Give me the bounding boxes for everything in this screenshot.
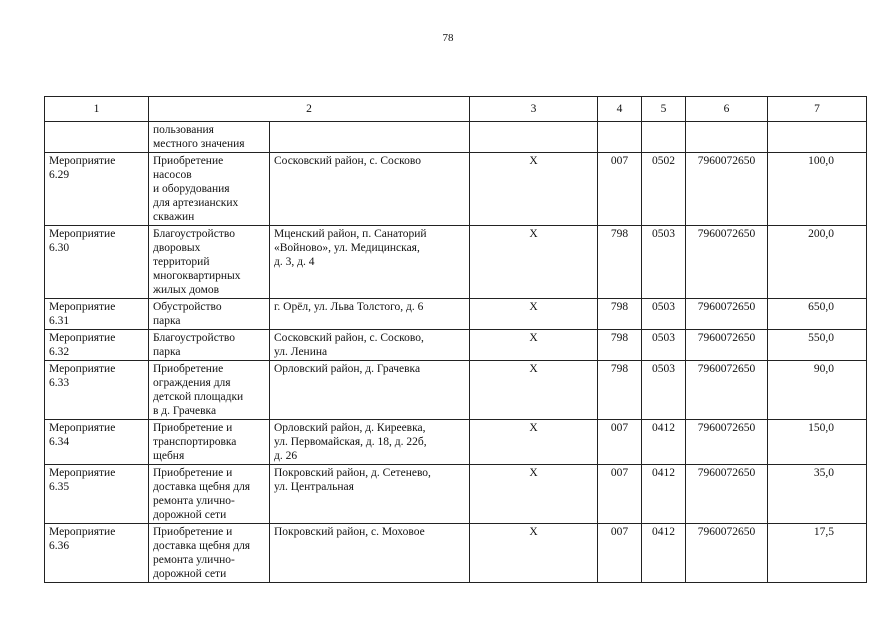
table-row [45,420,867,465]
row-mark: X [470,299,598,330]
row-code1: 798 [598,226,642,299]
row-mark: X [470,361,598,420]
row-mark: X [470,524,598,583]
continuation-row [45,122,867,153]
row-code3: 7960072650 [686,361,768,420]
row-location: Орловский район, д. Грачевка [270,361,470,420]
row-description: Благоустройство дворовых территорий многоквартирных жилых домов [149,226,270,299]
row-description: Приобретение и транспортировка щебня [149,420,270,465]
row-id: Мероприятие 6.34 [45,420,149,465]
row-location: Сосковский район, с. Сосково, ул. Ленина [270,330,470,361]
row-id: Мероприятие 6.36 [45,524,149,583]
row-code3: 7960072650 [686,226,768,299]
row-code1: 007 [598,465,642,524]
header-col-7: 7 [768,97,867,122]
row-code2: 0502 [642,153,686,226]
row-location: Сосковский район, с. Сосково [270,153,470,226]
table-row [45,299,867,330]
row-location: Покровский район, д. Сетенево, ул. Центральная [270,465,470,524]
row-code1: 798 [598,330,642,361]
row-mark: X [470,330,598,361]
row-code2: 0503 [642,361,686,420]
row-code3: 7960072650 [686,153,768,226]
header-col-3: 3 [470,97,598,122]
row-code3: 7960072650 [686,524,768,583]
table-row [45,465,867,524]
row-id: Мероприятие 6.30 [45,226,149,299]
table-row [45,153,867,226]
page-number: 78 [442,32,454,44]
row-code1: 007 [598,153,642,226]
row-description: Приобретение ограждения для детской площадки в д. Грачевка [149,361,270,420]
row-mark: X [470,465,598,524]
row-code2: 0503 [642,330,686,361]
row-code2: 0412 [642,524,686,583]
row-code1: 007 [598,524,642,583]
row-code2: 0503 [642,299,686,330]
row-mark: X [470,420,598,465]
row-description: Обустройство парка [149,299,270,330]
row-description: Приобретение и доставка щебня для ремонта улично- дорожной сети [149,524,270,583]
row-code3: 7960072650 [686,420,768,465]
row-amount: 17,5 [768,524,867,583]
row-description: Приобретение насосов и оборудования для артезианских скважин [149,153,270,226]
row-mark: X [470,226,598,299]
row-location: г. Орёл, ул. Льва Толстого, д. 6 [270,299,470,330]
table-row [45,226,867,299]
row-id: Мероприятие 6.33 [45,361,149,420]
row-id: Мероприятие 6.35 [45,465,149,524]
row-amount: 550,0 [768,330,867,361]
row-code2: 0412 [642,465,686,524]
row-mark: X [470,153,598,226]
row-code1: 007 [598,420,642,465]
header-col-2: 2 [149,97,470,122]
row-location: Покровский район, с. Моховое [270,524,470,583]
row-location: Орловский район, д. Киреевка, ул. Первомайская, д. 18, д. 22б, д. 26 [270,420,470,465]
row-amount: 90,0 [768,361,867,420]
row-code3: 7960072650 [686,465,768,524]
row-code3: 7960072650 [686,330,768,361]
header-col-4: 4 [598,97,642,122]
table-row [45,330,867,361]
row-description: Благоустройство парка [149,330,270,361]
row-id: Мероприятие 6.31 [45,299,149,330]
header-row [45,97,867,122]
row-amount: 150,0 [768,420,867,465]
header-col-1: 1 [45,97,149,122]
row-location: Мценский район, п. Санаторий «Войново», ул. Медицинская, д. 3, д. 4 [270,226,470,299]
row-amount: 100,0 [768,153,867,226]
row-id: Мероприятие 6.29 [45,153,149,226]
table-row [45,361,867,420]
row-code3: 7960072650 [686,299,768,330]
row-description: Приобретение и доставка щебня для ремонта улично- дорожной сети [149,465,270,524]
row-code2: 0412 [642,420,686,465]
program-table [44,96,867,583]
row-id: Мероприятие 6.32 [45,330,149,361]
row-amount: 200,0 [768,226,867,299]
row-code1: 798 [598,361,642,420]
continuation-description: пользования местного значения [149,122,270,153]
header-col-5: 5 [642,97,686,122]
row-code1: 798 [598,299,642,330]
row-amount: 35,0 [768,465,867,524]
table-row [45,524,867,583]
row-amount: 650,0 [768,299,867,330]
header-col-6: 6 [686,97,768,122]
row-code2: 0503 [642,226,686,299]
